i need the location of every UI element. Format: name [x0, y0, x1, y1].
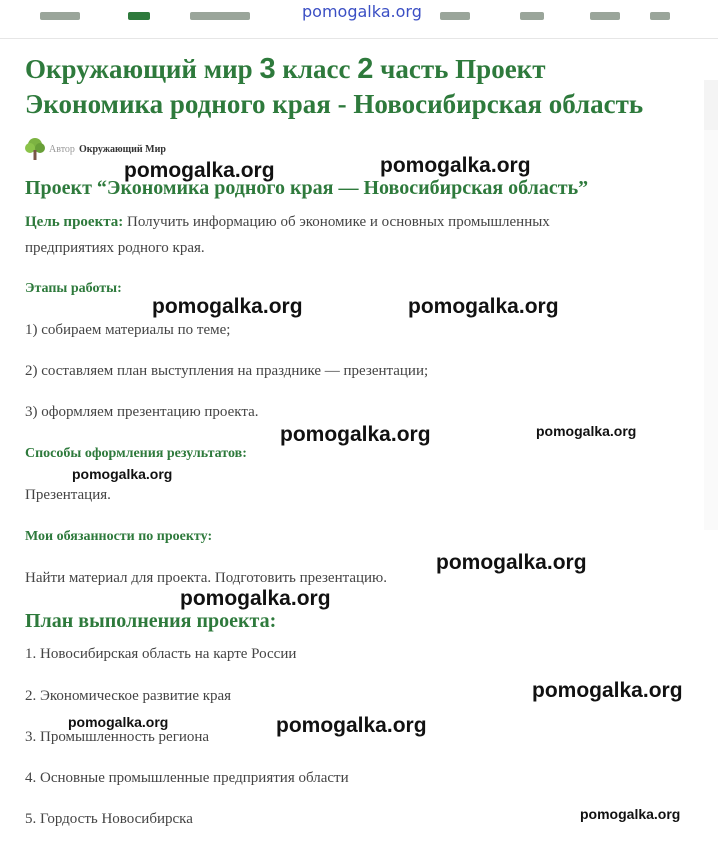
plan-item: 5. Гордость Новосибирска	[25, 811, 193, 827]
watermark: pomogalka.org	[532, 679, 683, 702]
nav-fragment	[190, 12, 250, 20]
stage-item: 3) оформляем презентацию проекта.	[25, 404, 259, 420]
tree-icon	[24, 137, 46, 161]
page-title	[25, 52, 695, 122]
duties-text: Найти материал для проекта. Подготовить презентацию.	[25, 570, 388, 586]
sidebar-edge	[704, 130, 718, 530]
nav-fragment	[590, 12, 620, 20]
nav-fragment	[40, 12, 80, 20]
watermark: pomogalka.org	[124, 159, 275, 182]
project-heading: Проект “Экономика родного края — Новосибирская область”	[25, 177, 589, 199]
watermark: pomogalka.org	[68, 714, 169, 730]
goal-text: предприятиях родного края.	[25, 240, 205, 256]
stage-item: 1) собираем материалы по теме;	[25, 322, 231, 338]
author-byline	[24, 137, 166, 161]
stages-heading: Этапы работы:	[25, 281, 122, 296]
author-label: Автор	[49, 143, 75, 155]
duties-heading: Мои обязанности по проекту:	[25, 529, 213, 544]
title-text: Окружающий мир	[25, 54, 260, 84]
goal-paragraph	[25, 209, 550, 261]
watermark: pomogalka.org	[280, 423, 431, 446]
methods-heading: Способы оформления результатов:	[25, 446, 247, 461]
watermark: pomogalka.org	[536, 423, 637, 439]
nav-fragment	[520, 12, 544, 20]
sidebar-edge	[704, 80, 718, 135]
plan-item: 3. Промышленность региона	[25, 729, 210, 745]
watermark: pomogalka.org	[152, 295, 303, 318]
title-grade: 3	[259, 53, 276, 85]
watermark: pomogalka.org	[180, 587, 331, 610]
watermark: pomogalka.org	[580, 806, 681, 822]
plan-heading: План выполнения проекта:	[25, 610, 277, 632]
plan-item: 1. Новосибирская область на карте России	[25, 646, 297, 662]
watermark: pomogalka.org	[436, 551, 587, 574]
goal-label: Цель проекта:	[25, 214, 124, 230]
title-text: класс	[275, 54, 358, 84]
watermark: pomogalka.org	[72, 466, 173, 482]
watermark: pomogalka.org	[276, 714, 427, 737]
watermark: pomogalka.org	[380, 154, 531, 177]
title-line2: Экономика родного края - Новосибирская область	[25, 89, 644, 119]
nav-fragment	[440, 12, 470, 20]
plan-item: 2. Экономическое развитие края	[25, 688, 232, 704]
author-name-link[interactable]: Окружающий Мир	[78, 143, 166, 155]
nav-fragment	[128, 12, 150, 20]
nav-fragment	[650, 12, 670, 20]
title-text: часть Проект	[373, 54, 546, 84]
methods-text: Презентация.	[25, 487, 111, 503]
title-part: 2	[357, 53, 374, 85]
site-watermark-top[interactable]: pomogalka.org	[302, 2, 422, 21]
goal-text: Получить информацию об экономике и основных промышленных	[123, 214, 550, 230]
top-nav-strip	[0, 0, 718, 39]
plan-item: 4. Основные промышленные предприятия области	[25, 770, 349, 786]
watermark: pomogalka.org	[408, 295, 559, 318]
stage-item: 2) составляем план выступления на празднике — презентации;	[25, 363, 429, 379]
